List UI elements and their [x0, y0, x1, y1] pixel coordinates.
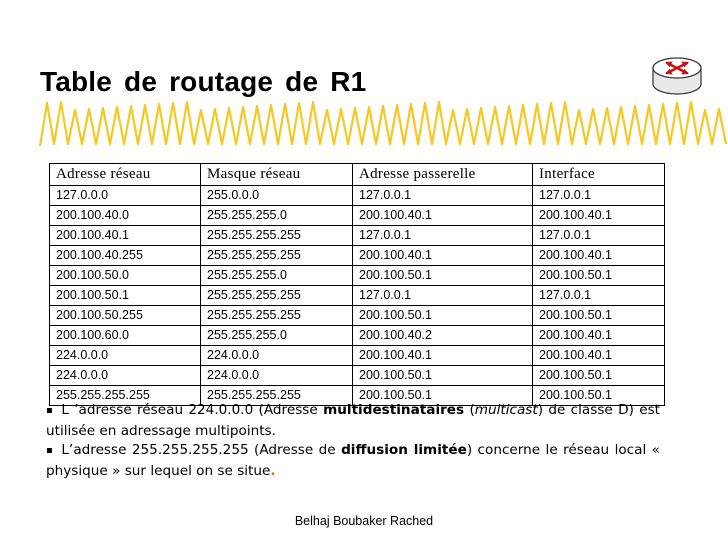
table-row: [50, 206, 665, 226]
cell-interface: 200.100.40.1: [533, 246, 665, 266]
cell-gateway: 200.100.50.1: [353, 366, 533, 386]
cell-mask: 255.0.0.0: [201, 186, 353, 206]
note-bold-term: multidestinataires: [323, 402, 465, 418]
cell-mask: 255.255.255.0: [201, 206, 353, 226]
cell-network: 224.0.0.0: [50, 346, 201, 366]
footer-author: Belhaj Boubaker Rached: [294, 514, 434, 528]
cell-interface: 127.0.0.1: [533, 186, 665, 206]
bullet-icon: ▪: [46, 445, 53, 456]
cell-mask: 255.255.255.255: [201, 286, 353, 306]
cell-gateway: 127.0.0.1: [353, 226, 533, 246]
cell-network: 200.100.50.255: [50, 306, 201, 326]
cell-interface: 200.100.40.1: [533, 326, 665, 346]
cell-interface: 200.100.50.1: [533, 366, 665, 386]
cell-mask: 255.255.255.255: [201, 386, 353, 406]
note-end-dot: .: [270, 463, 276, 479]
cell-network: 224.0.0.0: [50, 366, 201, 386]
cell-mask: 255.255.255.255: [201, 246, 353, 266]
cell-mask: 224.0.0.0: [201, 346, 353, 366]
cell-gateway: 200.100.50.1: [353, 386, 533, 406]
cell-interface: 200.100.50.1: [533, 266, 665, 286]
cell-gateway: 127.0.0.1: [353, 286, 533, 306]
cell-interface: 127.0.0.1: [533, 226, 665, 246]
note-italic-term: multicast: [474, 402, 538, 418]
note-text: L’adresse 255.255.255.255 (Adresse de: [56, 442, 342, 458]
note-text: ) de classe D) est utilisée en adressage multipoints.: [46, 402, 660, 439]
cell-interface: 200.100.40.1: [533, 346, 665, 366]
cell-network: 200.100.50.1: [50, 286, 201, 306]
cell-network: 200.100.50.0: [50, 266, 201, 286]
table-row: [50, 286, 665, 306]
cell-gateway: 200.100.40.1: [353, 346, 533, 366]
cell-interface: 200.100.40.1: [533, 206, 665, 226]
note-text: (: [464, 402, 475, 418]
table-row: [50, 366, 665, 386]
cell-gateway: 200.100.40.2: [353, 326, 533, 346]
cell-network: 200.100.40.0: [50, 206, 201, 226]
cell-network: 200.100.40.1: [50, 226, 201, 246]
routing-table-body: [50, 186, 665, 406]
note-text: L ’adresse réseau 224.0.0.0 (Adresse: [56, 402, 324, 418]
page-title: Table de routage de R1: [40, 66, 367, 97]
table-row: [50, 226, 665, 246]
column-header-gateway: Adresse passerelle: [353, 164, 533, 186]
table-row: [50, 246, 665, 266]
column-header-interface: Interface: [533, 164, 665, 186]
note-bold-term: diffusion limitée: [341, 442, 467, 458]
cell-mask: 255.255.255.0: [201, 266, 353, 286]
cell-mask: 224.0.0.0: [201, 366, 353, 386]
note-text: ) concerne le réseau local « physique » sur lequel on se situe: [46, 442, 660, 479]
column-header-network: Adresse réseau: [50, 164, 201, 186]
table-row: [50, 326, 665, 346]
cell-mask: 255.255.255.0: [201, 326, 353, 346]
cell-mask: 255.255.255.255: [201, 226, 353, 246]
column-header-mask: Masque réseau: [201, 164, 353, 186]
cell-gateway: 200.100.50.1: [353, 306, 533, 326]
table-header-row: [50, 164, 665, 186]
cell-gateway: 200.100.40.1: [353, 246, 533, 266]
cell-interface: 127.0.0.1: [533, 286, 665, 306]
cell-mask: 255.255.255.255: [201, 306, 353, 326]
cell-network: 200.100.40.255: [50, 246, 201, 266]
highlighter-decoration: [0, 96, 728, 156]
cell-network: 255.255.255.255: [50, 386, 201, 406]
cell-interface: 200.100.50.1: [533, 386, 665, 406]
router-icon: [648, 44, 706, 102]
table-row: [50, 346, 665, 366]
cell-gateway: 200.100.50.1: [353, 266, 533, 286]
note-broadcast: [46, 440, 660, 481]
cell-gateway: 127.0.0.1: [353, 186, 533, 206]
cell-network: 127.0.0.0: [50, 186, 201, 206]
note-multicast: [46, 400, 660, 441]
routing-table: [49, 163, 665, 406]
table-row: [50, 306, 665, 326]
bullet-icon: ▪: [46, 405, 53, 416]
table-row: [50, 186, 665, 206]
cell-interface: 200.100.50.1: [533, 306, 665, 326]
cell-gateway: 200.100.40.1: [353, 206, 533, 226]
cell-network: 200.100.60.0: [50, 326, 201, 346]
table-row: [50, 266, 665, 286]
